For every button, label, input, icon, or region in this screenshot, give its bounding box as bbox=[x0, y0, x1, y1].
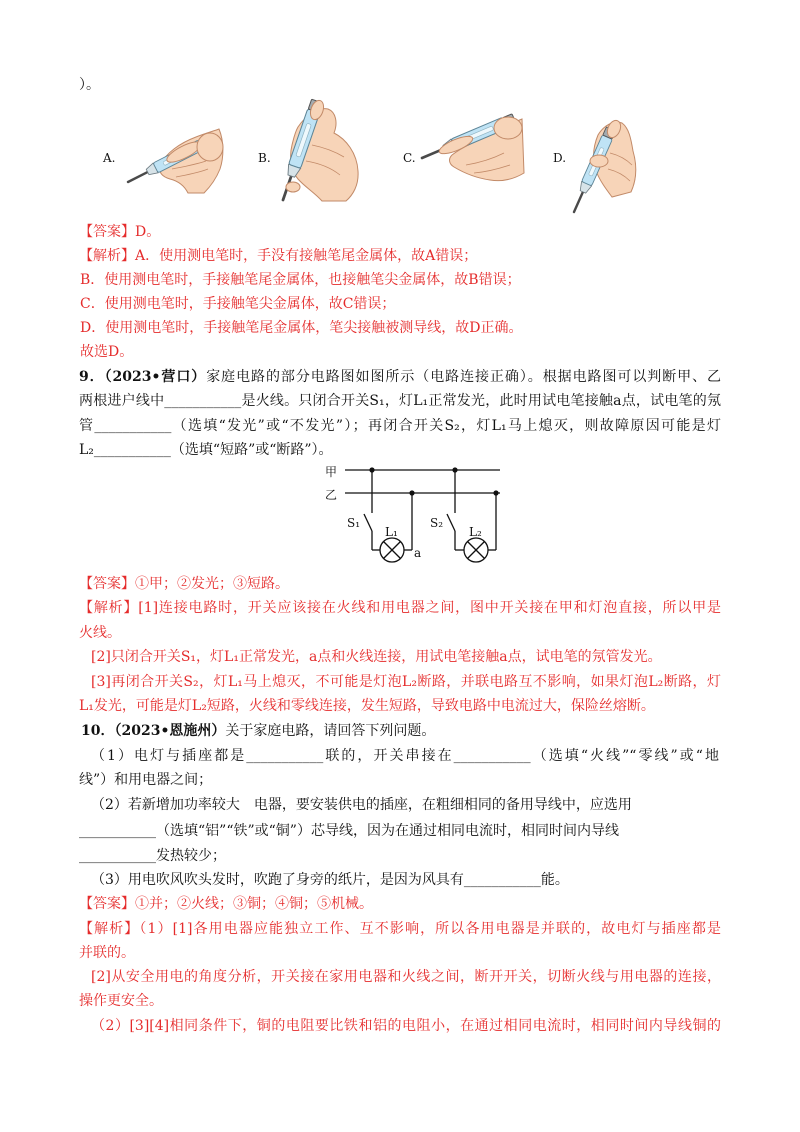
option-c-label: C. bbox=[403, 151, 416, 165]
option-b-illustration bbox=[277, 99, 358, 202]
q10-analysis-line bbox=[79, 917, 721, 941]
analysis-label: 【解析】 bbox=[79, 600, 139, 616]
q10-stem-line: （3）用电吹风吹头发时，吹跑了身旁的纸片，是因为风具有___________能。 bbox=[91, 872, 569, 888]
analysis-label: 【解析】 bbox=[79, 248, 135, 264]
answer-label: 【答案】 bbox=[79, 576, 135, 592]
q10-stem-line: 线”）和用电器之间； bbox=[79, 772, 213, 788]
lamp-l2 bbox=[464, 538, 488, 562]
lamp-label-l1: L₁ bbox=[385, 525, 398, 539]
q10-analysis-text: （1）[1]各用电器应能独立工作、互不影响，所以各用电器是并联的，故电灯与插座都是 bbox=[139, 921, 721, 937]
q9-analysis-line: L₁发光，可能是灯L₂短路，火线和零线连接，发生短路，导致电路中电流过大，保险丝熔断。 bbox=[79, 698, 655, 714]
q10-answer-text: ①并；②火线；③铜；④铜；⑤机械。 bbox=[135, 896, 373, 912]
switch-s2 bbox=[447, 514, 455, 531]
analysis-label: 【解析】 bbox=[79, 921, 140, 937]
q8-answer-text: D。 bbox=[135, 224, 161, 240]
lamp-label-l2: L₂ bbox=[469, 525, 482, 539]
q9-number: 9．（2023•营口） bbox=[79, 369, 207, 385]
q9-analysis-text: [1]连接电路时，开关应该接在火线和用电器之间，图中开关接在甲和灯泡直接，所以甲是 bbox=[138, 600, 721, 616]
point-label-a: a bbox=[414, 546, 422, 560]
q10-stem-line: ___________（选填“铝”“铁”或“铜”）芯导线，因为在通过相同电流时，相同时间内导线 bbox=[79, 823, 619, 839]
q10-stem-line: ___________发热较少； bbox=[79, 848, 226, 864]
q9-answer bbox=[79, 572, 289, 596]
switch-s1 bbox=[364, 514, 372, 531]
option-a-illustration bbox=[126, 129, 223, 193]
option-a-label: A. bbox=[103, 151, 116, 165]
switch-label-s1: S₁ bbox=[347, 516, 361, 530]
q10-stem-text: 关于家庭电路，请回答下列问题。 bbox=[225, 723, 436, 739]
answer-label: 【答案】 bbox=[79, 896, 135, 912]
q9-stem-line: 管___________（选填“发光”或“不发光”）；再闭合开关S₂，灯L₁马上熄灭，则故障原因可能是灯 bbox=[79, 418, 721, 434]
q9-stem-text: 家庭电路的部分电路图如图所示（电路连接正确）。根据电路图可以判断甲、乙 bbox=[206, 369, 721, 385]
circuit-diagram bbox=[320, 460, 510, 575]
q9-analysis-line: [2]只闭合开关S₁，灯L₁正常发光，a点和火线连接，用试电笔接触a点，试电笔的氖管发光。 bbox=[91, 649, 662, 665]
option-d-illustration bbox=[569, 118, 636, 214]
option-d-label: D. bbox=[553, 151, 567, 165]
q8-analysis-line bbox=[79, 244, 477, 268]
switch-label-s2: S₂ bbox=[430, 516, 444, 530]
branch-1 bbox=[347, 467, 421, 562]
wire-label-jia: 甲 bbox=[325, 465, 338, 479]
q8-analysis-text: A．使用测电笔时，手没有接触笔尾金属体，故A错误； bbox=[135, 248, 478, 264]
thumb bbox=[590, 155, 608, 167]
q10-stem-line: （2）若新增加功率较大 电器，要安装供电的插座，在粗细相同的备用导线中，应选用 bbox=[91, 797, 632, 813]
q10-analysis-line: [2]从安全用电的角度分析，开关接在家用电器和火线之间，断开开关，切断火线与用电器的连接， bbox=[91, 969, 721, 985]
q10-analysis-line: 并联的。 bbox=[79, 945, 135, 961]
q9-answer-text: ①甲；②发光；③短路。 bbox=[135, 576, 289, 592]
q8-analysis-line: B．使用测电笔时，手接触笔尾金属体，也接触笔尖金属体，故B错误； bbox=[80, 272, 521, 288]
q8-conclusion: 故选D。 bbox=[80, 344, 134, 360]
q10-answer bbox=[79, 892, 373, 916]
q9-stem-line: L₂___________（选填“短路”或“断路”）。 bbox=[79, 442, 333, 458]
option-b-label: B. bbox=[258, 151, 271, 165]
q10-analysis-line: 操作更安全。 bbox=[79, 993, 163, 1009]
branch-2 bbox=[430, 467, 499, 562]
q10-number: 10．（2023•恩施州） bbox=[81, 723, 226, 739]
q8-analysis-line: C．使用测电笔时，手接触笔尖金属体，故C错误； bbox=[80, 296, 396, 312]
test-pen-illustrations bbox=[0, 95, 800, 220]
q9-analysis-line: [3]再闭合开关S₂，灯L₁马上熄灭，不可能是灯泡L₂断路，并联电路互不影响，如果灯泡L₂断路，灯 bbox=[91, 674, 721, 690]
q8-stem-tail: ）。 bbox=[79, 77, 100, 93]
q8-analysis-line: D．使用测电笔时，手接触笔尾金属体，笔尖接触被测导线，故D正确。 bbox=[80, 320, 523, 336]
palm bbox=[494, 117, 522, 139]
q9-analysis-line: 火线。 bbox=[79, 625, 121, 641]
q8-answer bbox=[79, 220, 160, 244]
q9-stem-line bbox=[79, 365, 721, 389]
q10-stem-line bbox=[81, 719, 435, 743]
fingertip bbox=[286, 182, 300, 192]
wire-label-yi: 乙 bbox=[325, 488, 338, 502]
q9-analysis-line bbox=[79, 596, 721, 620]
q9-stem-line: 两根进户线中___________是火线。只闭合开关S₁，灯L₁正常发光，此时用试电笔接触a点，试电笔的氖 bbox=[79, 393, 721, 409]
palm bbox=[197, 133, 223, 161]
lamp-l1 bbox=[380, 538, 404, 562]
q10-analysis-line: （2）[3][4]相同条件下，铜的电阻要比铁和铝的电阻小，在通过相同电流时，相同时间内导线铜的 bbox=[91, 1018, 721, 1034]
option-c-illustration bbox=[420, 113, 524, 180]
answer-label: 【答案】 bbox=[79, 224, 135, 240]
q10-stem-line: （1）电灯与插座都是___________联的，开关串接在___________（选填“火线”“零线”或“地 bbox=[91, 748, 719, 764]
